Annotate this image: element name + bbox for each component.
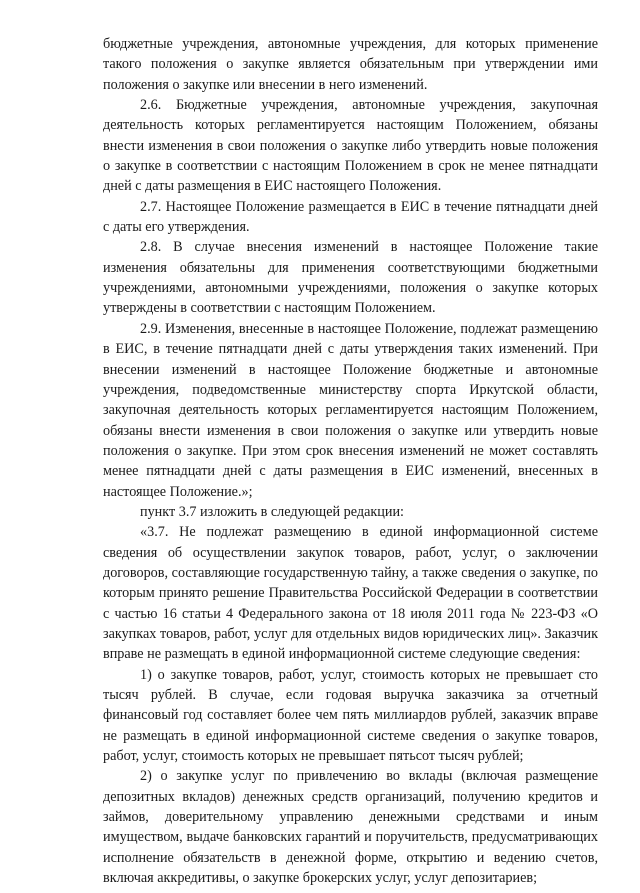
paragraph-3-7: «3.7. Не подлежат размещению в единой информационной системе сведения об осуществлении закупок товаров, работ, услуг, о заключении договоров, составляющие государственную тайну, а также сведения о закупке, по которым принято решение Правительства Российской Федерации в соответствии с частью 16 статьи 4 Федерального закона от 18 июля 2011 года № 223-ФЗ «О закупках товаров, работ, услуг для отдельных видов юридических лиц». Заказчик вправе не размещать в единой информационной системе следующие сведения: (103, 524, 598, 663)
paragraph-point-3-7-intro: пункт 3.7 изложить в следующей редакции: (140, 503, 404, 520)
paragraph-2-7: 2.7. Настоящее Положение размещается в ЕИС в течение пятнадцати дней с даты его утверждения. (103, 198, 598, 236)
paragraph-2-6: 2.6. Бюджетные учреждения, автономные учреждения, закупочная деятельность которых регламентируется настоящим Положением, обязаны внести изменения в свои положения о закупке либо утвердить новые положения о закупке в соответствии с настоящим Положением в срок не менее пятнадцати дней с даты размещения в ЕИС настоящего Положения. (103, 97, 598, 195)
paragraph-2-9: 2.9. Изменения, внесенные в настоящее Положение, подлежат размещению в ЕИС, в течение пятнадцати дней с даты утверждения таких изменений. При внесении изменений в настоящее Положение бюджетные и автономные учреждения, подведомственные министерству спорта Иркутской области, закупочная деятельность которых регламентируется настоящим Положением, обязаны внести изменения в свои положения о закупке или утвердить новые положения о закупке. При этом срок внесения изменений не может составлять менее пятнадцати дней с даты размещения в ЕИС изменений, внесенных в настоящее Положение.»; (103, 320, 598, 500)
paragraph-continuation: бюджетные учреждения, автономные учреждения, для которых применение такого положения о закупке является обязательным при утверждении ими положения о закупке или внесении в него изменений. (103, 36, 598, 93)
list-item-1: 1) о закупке товаров, работ, услуг, стоимость которых не превышает сто тысяч рублей. В случае, если годовая выручка заказчика за отчетный финансовый год составляет более чем пять миллиардов рублей, заказчик вправе не размещать в единой информационной системе сведения о закупке товаров, работ, услуг, стоимость которых не превышает пятьсот тысяч рублей; (103, 666, 598, 765)
list-item-2: 2) о закупке услуг по привлечению во вклады (включая размещение депозитных вкладов) денежных средств организаций, получению кредитов и займов, доверительному управлению денежными средствами и иным имуществом, выдаче банковских гарантий и поручительств, предусматривающих исполнение обязательств в денежной форме, открытию и ведению счетов, включая аккредитивы, о закупке брокерских услуг, услуг депозитариев; (103, 768, 598, 887)
paragraph-2-8: 2.8. В случае внесения изменений в настоящее Положение такие изменения обязательны для применения соответствующими бюджетными учреждениями, автономными учреждениями, положения о закупке которых утверждены в соответствии с настоящим Положением. (103, 239, 598, 317)
document-body (103, 34, 598, 888)
